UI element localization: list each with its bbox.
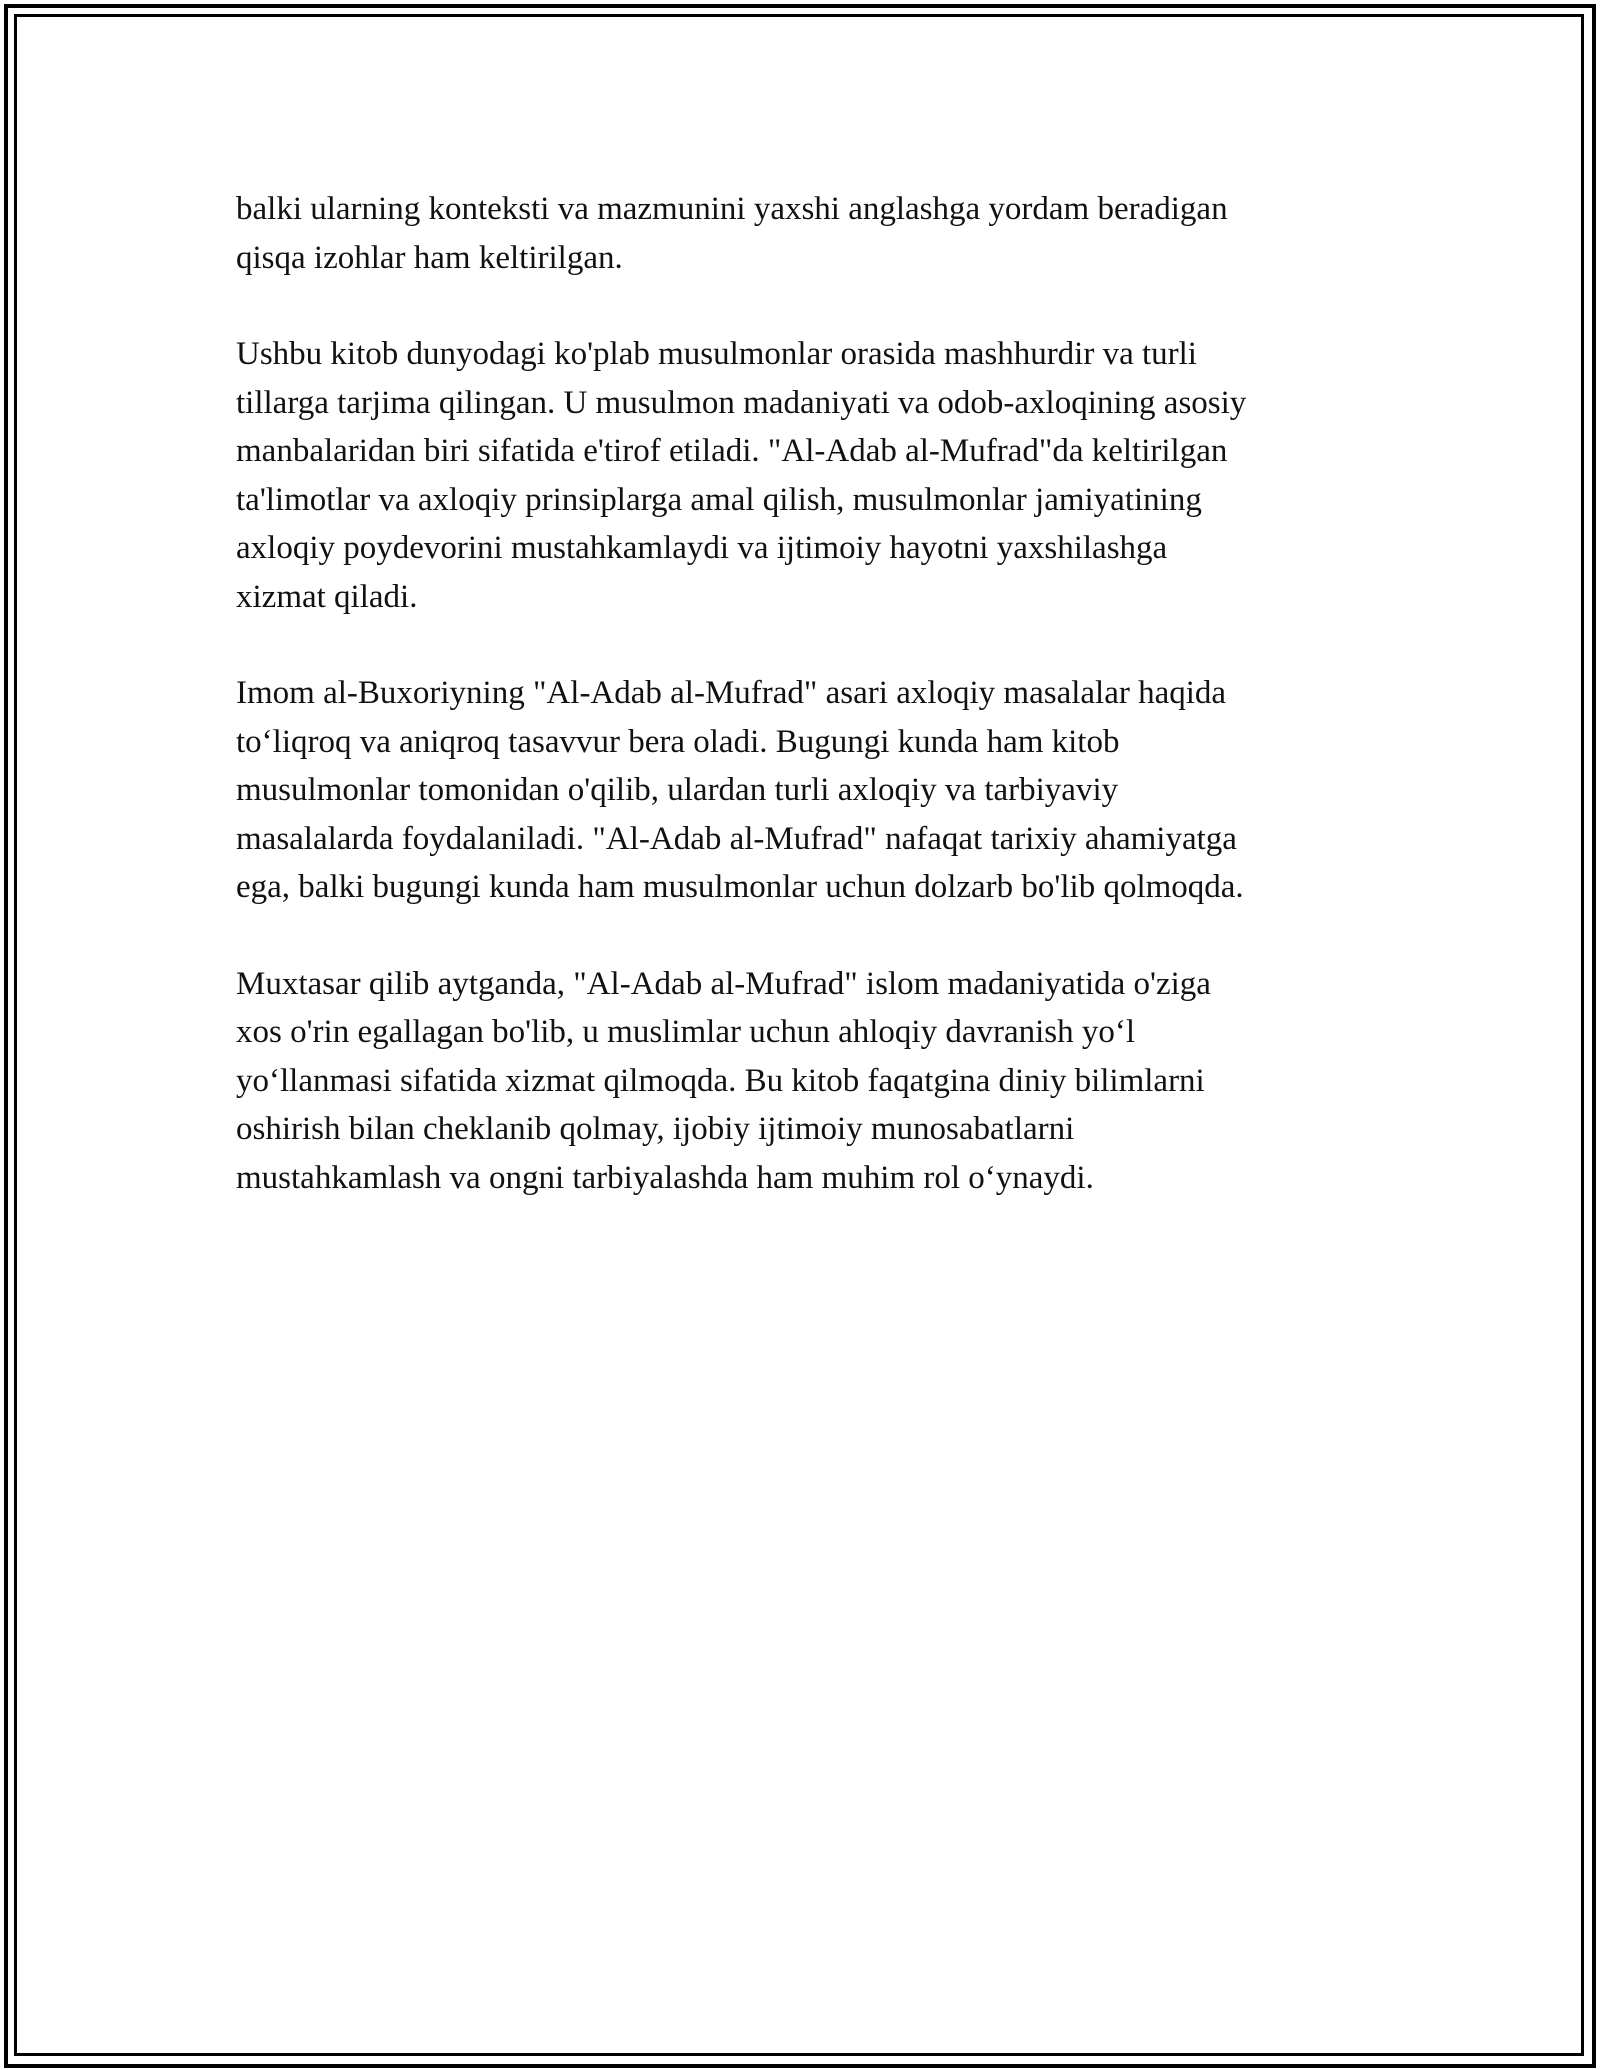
paragraph-continuation: balki ularning konteksti va mazmunini yaxshi anglashga yordam beradigan qisqa izohlar ham keltirilgan. <box>236 191 1228 276</box>
document-body <box>236 185 1396 1250</box>
paragraph-book-popularity: Ushbu kitob dunyodagi ko'plab musulmonlar orasida mashhurdir va turli tillarga tarjima qilingan. U musulmon madaniyati va odob-axloqining asosiy manbalaridan biri sifatida e'tirof etiladi. "Al-Adab al-Mufrad"da keltirilgan ta'limotlar va axloqiy prinsiplarga amal qilish, musulmonlar jamiyatining axloqiy poydevorini mustahkamlaydi va ijtimoiy hayotni yaxshilashga xizmat qiladi. <box>236 336 1247 615</box>
paragraph-conclusion: Muxtasar qilib aytganda, "Al-Adab al-Mufrad" islom madaniyatida o'ziga xos o'rin egallagan bo'lib, u muslimlar uchun ahloqiy davranish yo‘l yo‘llanmasi sifatida xizmat qilmoqda. Bu kitob faqatgina diniy bilimlarni oshirish bilan cheklanib qolmay, ijobiy ijtimoiy munosabatlarni mustahkamlash va ongni tarbiyalashda ham muhim rol o‘ynaydi. <box>236 965 1211 1196</box>
paragraph-book-relevance: Imom al-Buxoriyning "Al-Adab al-Mufrad" asari axloqiy masalalar haqida to‘liqroq va aniqroq tasavvur bera oladi. Bugungi kunda ham kitob musulmonlar tomonidan o'qilib, ulardan turli axloqiy va tarbiyaviy masalalarda foydalaniladi. "Al-Adab al-Mufrad" nafaqat tarixiy ahamiyatga ega, balki bugungi kunda ham musulmonlar uchun dolzarb bo'lib qolmoqda. <box>236 675 1244 905</box>
